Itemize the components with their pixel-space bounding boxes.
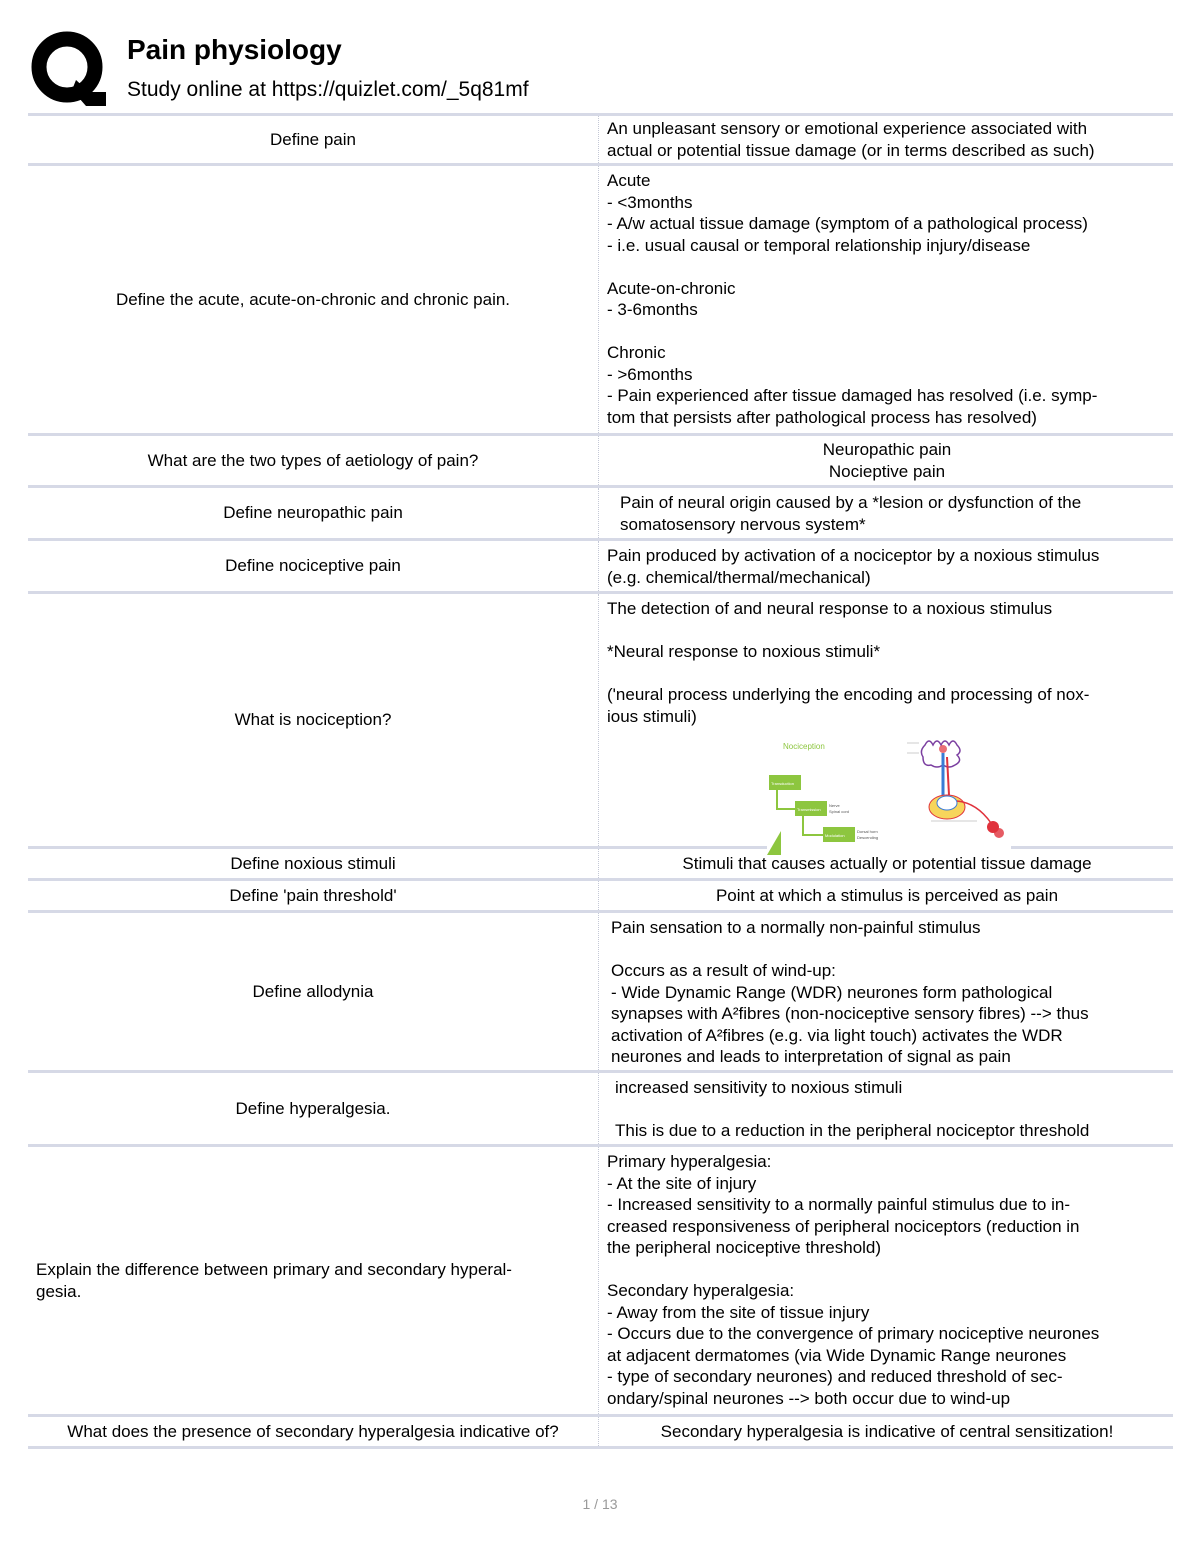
card-term: Define nociceptive pain [225,556,401,575]
svg-text:Nerve: Nerve [829,803,840,808]
card-term: Define the acute, acute-on-chronic and chronic pain. [115,289,511,309]
nociception-diagram [767,733,1011,855]
study-link[interactable]: Study online at https://quizlet.com/_5q81mf [127,78,529,101]
page-title: Pain physiology [127,34,342,65]
page-number: 1 / 13 [582,1496,618,1512]
card-row [28,541,1173,594]
card-definition: Neuropathic pain Nocieptive pain [822,440,952,481]
card-definition: Pain sensation to a normally non-painful stimulus Occurs as a result of wind-up: - Wide Dynamic Range (WDR) neurones form pathological synapses with A²fibres (non-nociceptive sensory fibres) --> thus activation of A²fibres (e.g. via light touch) activates the WDR neurones and leads to interpretation of signal as pain [611,918,1089,1066]
card-term: Define 'pain threshold' [229,885,397,905]
card-term: Explain the difference between primary and secondary hyperal- gesia. [36,1259,512,1301]
card-row [28,166,1173,436]
card-definition: An unpleasant sensory or emotional experience associated with actual or potential tissue damage (or in terms described as such) [607,119,1095,160]
svg-text:Spinal cord: Spinal cord [829,809,850,814]
diagram-step-label: Modulation [825,833,845,838]
svg-text:Dorsal horn: Dorsal horn [857,829,878,834]
card-row [28,436,1173,488]
card-row [28,913,1173,1073]
card-row [28,849,1173,881]
card-definition: Secondary hyperalgesia is indicative of central sensitization! [660,1421,1114,1441]
card-term: What is nociception? [234,710,392,729]
card-definition: Point at which a stimulus is perceived as pain [715,885,1059,905]
svg-text:Descending: Descending [857,835,879,840]
card-term: What are the two types of aetiology of pain? [147,450,479,470]
card-row [28,116,1173,166]
card-definition: increased sensitivity to noxious stimuli This is due to a reduction in the peripheral nociceptor threshold [615,1078,1090,1140]
card-row [28,488,1173,541]
card-definition: The detection of and neural response to a noxious stimulus *Neural response to noxious stimuli* ('neural process underlying the encoding and processing of nox- ious stimuli) Nociception Transduction Transmission Modulation Nerve Spinal cord Dorsal horn Descending [603,594,1173,846]
flashcard-table [28,113,1173,1449]
diagram-step-label: Transmission [797,807,821,812]
card-term: Define pain [269,129,356,149]
card-term: Define allodynia [252,981,374,1001]
card-term: Define neuropathic pain [223,503,403,522]
card-definition: Acute - <3months - A/w actual tissue damage (symptom of a pathological process) - i.e. usual causal or temporal relationship injury/disease Acute-on-chronic - 3-6months Chronic - >6months - Pain experienced after tissue damaged has resolved (i.e. symp- tom that persists after pathological process has resolved) [607,171,1098,427]
card-row [28,1147,1173,1417]
card-definition: Pain produced by activation of a nociceptor by a noxious stimulus (e.g. chemical/thermal/mechanical) [607,546,1100,587]
card-definition: Primary hyperalgesia: - At the site of injury - Increased sensitivity to a normally painful stimulus due to in- creased responsiveness of peripheral nociceptors (reduction in the peripheral nociceptive threshold) Secondary hyperalgesia: - Away from the site of tissue injury - Occurs due to the convergence of primary nociceptive neurones at adjacent dermatomes (via Wide Dynamic Range neurones - type of secondary neurones) and reduced threshold of sec- ondary/spinal neurones --> both occur due to wind-up [607,1152,1100,1408]
card-definition: Pain of neural origin caused by a *lesion or dysfunction of the somatosensory nervous system* [620,493,1082,534]
diagram-step-label: Transduction [771,781,794,786]
card-row [28,1417,1173,1449]
diagram-title: Nociception [783,742,825,751]
card-definition: Stimuli that causes actually or potential tissue damage [682,853,1092,873]
card-term: What does the presence of secondary hyperalgesia indicative of? [67,1421,559,1441]
card-row [28,1073,1173,1147]
card-term: Define hyperalgesia. [235,1098,391,1118]
card-row [28,881,1173,913]
card-row [28,594,1173,849]
quizlet-logo-icon [30,30,106,106]
card-term: Define noxious stimuli [230,853,396,873]
